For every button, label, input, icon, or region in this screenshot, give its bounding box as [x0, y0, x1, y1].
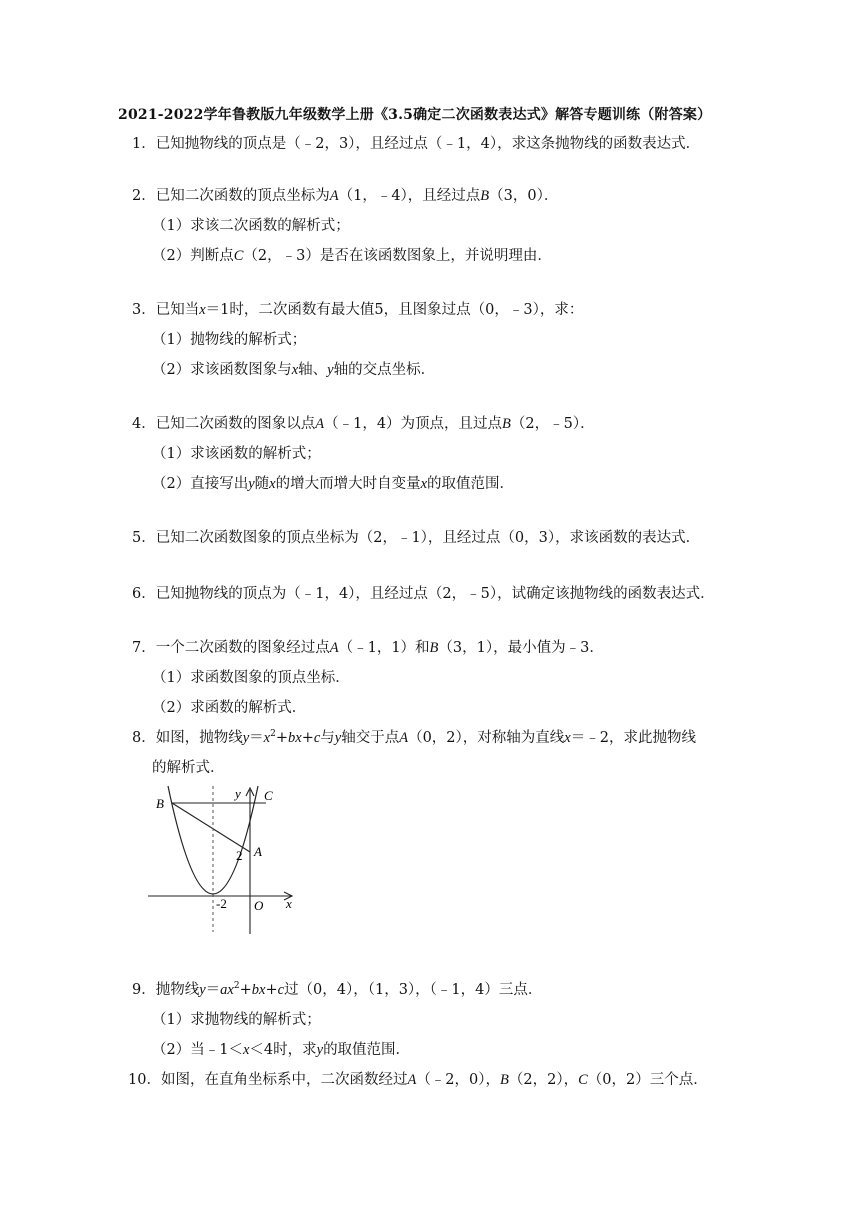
question-2-part-2: （2）判断点C（2，﹣3）是否在该函数图象上，并说明理由．	[152, 248, 552, 264]
label-a: A	[254, 844, 262, 859]
question-6: 6．已知抛物线的顶点为（﹣1，4），且经过点（2，﹣5），试确定该抛物线的函数表达式．	[132, 586, 715, 602]
question-5: 5．已知二次函数图象的顶点坐标为（2，﹣1），且经过点（0，3），求该函数的表达式．	[132, 530, 701, 546]
question-4-stem: 4．已知二次函数的图象以点A（﹣1，4）为顶点，且过点B（2，﹣5）．	[132, 416, 595, 432]
label-c: C	[264, 788, 273, 803]
ba-line	[172, 803, 250, 852]
question-10-stem: 10．如图，在直角坐标系中，二次函数经过A（﹣2，0），B（2，2），C（0，2）三个点．	[128, 1072, 708, 1088]
question-4-part-1: （1）求该函数的解析式；	[152, 446, 321, 462]
question-2-part-1: （1）求该二次函数的解析式；	[152, 218, 350, 234]
question-7-stem: 7．一个二次函数的图象经过点A（﹣1，1）和B（3，1），最小值为﹣3．	[132, 640, 604, 656]
question-2-stem: 2．已知二次函数的顶点坐标为A（1，﹣4），且经过点B（3，0）．	[132, 188, 559, 204]
question-7-part-1: （1）求函数图象的顶点坐标．	[152, 670, 350, 686]
question-8-stem-cont: 的解析式．	[152, 760, 225, 776]
label-b: B	[156, 796, 164, 811]
page-title: 2021-2022学年鲁教版九年级数学上册《3.5确定二次函数表达式》解答专题训练（附答案）	[118, 107, 712, 123]
question-7-part-2: （2）求函数的解析式．	[152, 700, 307, 716]
label-neg2: -2	[216, 896, 227, 911]
label-2: 2	[236, 848, 243, 863]
label-x: x	[286, 896, 292, 911]
question-1: 1．已知抛物线的顶点是（﹣2，3），且经过点（﹣1，4），求这条抛物线的函数表达式．	[132, 136, 701, 152]
question-3-part-2: （2）求该函数图象与x轴、y轴的交点坐标．	[152, 362, 436, 378]
question-3-part-1: （1）抛物线的解析式；	[152, 332, 307, 348]
question-8-figure	[146, 784, 306, 936]
question-9-part-2: （2）当﹣1＜x＜4时，求y的取值范围．	[152, 1042, 411, 1058]
question-9-part-1: （1）求抛物线的解析式；	[152, 1012, 321, 1028]
question-8-stem: 8．如图，抛物线$y=x^2+bx+c$与y轴交于点A（0，2），对称轴为直线x＝﹣2，求此抛物线	[132, 729, 696, 746]
label-o: O	[254, 898, 264, 913]
question-4-part-2: （2）直接写出y随x的增大而增大时自变量x的取值范围．	[152, 476, 515, 492]
question-9-stem: 9．抛物线$y=ax^2+bx+c$过（0，4），（1，3），（﹣1，4）三点．	[132, 981, 543, 998]
label-y: y	[235, 786, 241, 801]
question-3-stem: 3．已知当x＝1时，二次函数有最大值5，且图象过点（0，﹣3），求：	[132, 302, 584, 318]
